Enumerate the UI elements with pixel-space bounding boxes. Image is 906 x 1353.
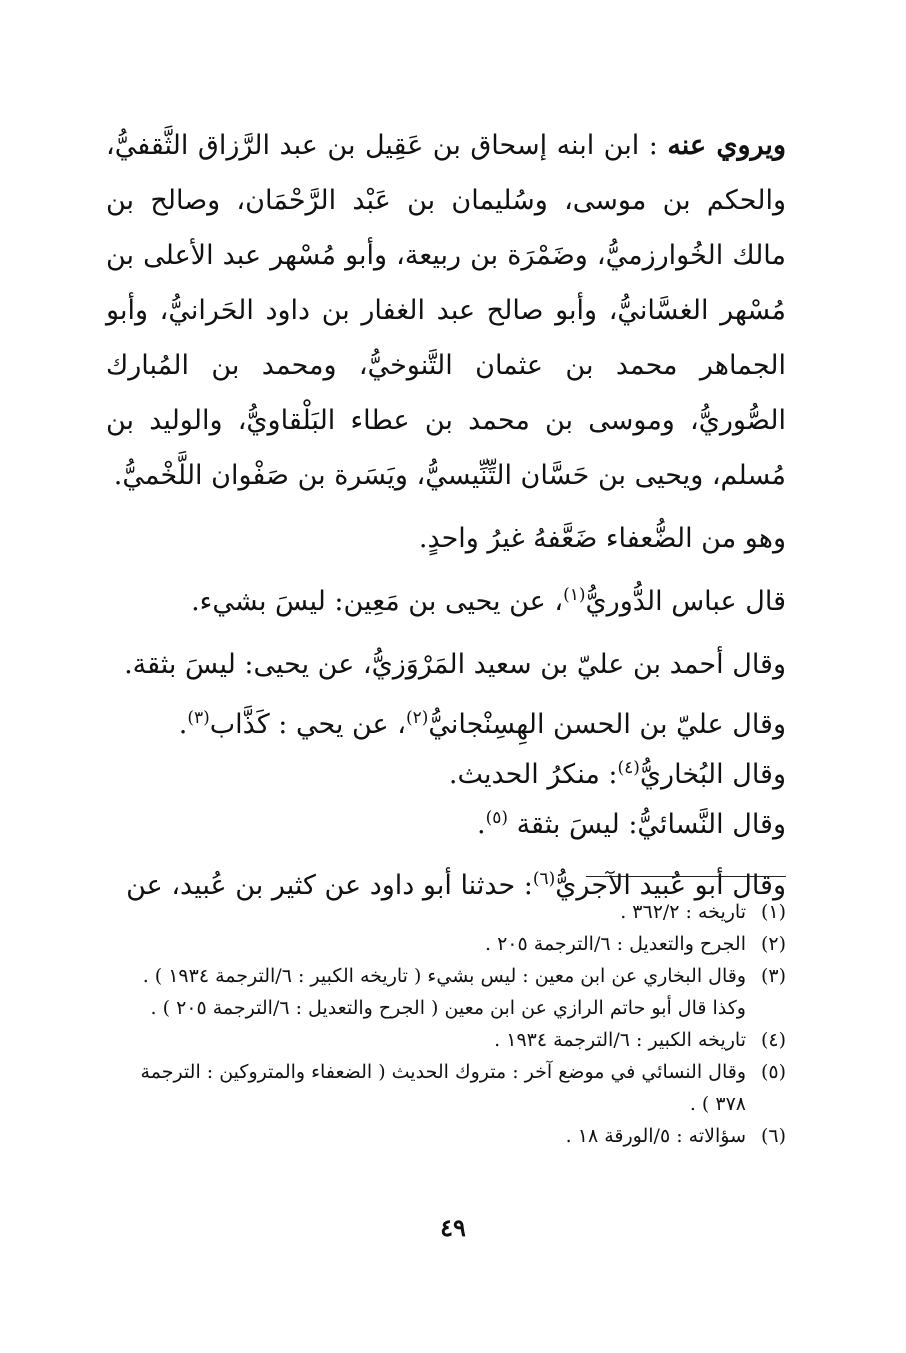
footnotes (106, 896, 786, 1152)
footnote-number: (٢) (760, 933, 786, 955)
footnote-ref-3: (٣) (187, 708, 210, 728)
footnote-number: (٦) (760, 1125, 786, 1147)
quote-hisinjani: وقال عليّ بن الحسن الهِسِنْجانيُّ$^{(٢)}$، عن يحي : كَذَّاب$^{(٣)}$. (178, 708, 786, 740)
quote-nasai: وقال النَّسائيُّ: ليسَ بثقة $^{(٥)}$. (476, 808, 786, 840)
footnote-ref-2: (٢) (405, 708, 429, 728)
footnote-item (106, 928, 786, 960)
quote-duri: قال عباس الدُّوريُّ$^{(١)}$، عن يحيى بن مَعِين: ليسَ بشيء. (191, 585, 786, 617)
weakness-statement: وهو من الضُّعفاء ضَعَّفهُ غيرُ واحدٍ. (418, 523, 786, 554)
main-text (106, 118, 786, 913)
quote-bukhari: وقال البُخاريُّ$^{(٤)}$: منكرُ الحديث. (448, 758, 786, 790)
footnote-number: (١) (760, 901, 786, 923)
footnote-text: الجرح والتعديل : ٦/الترجمة ٢٠٥ . (485, 933, 746, 955)
footnote-item (106, 1120, 786, 1152)
footnote-text: وقال النسائي في موضع آخر : متروك الحديث ( الضعفاء والمتروكين : الترجمة ٣٧٨ ) . (140, 1061, 746, 1115)
footnote-item (106, 896, 786, 928)
page-number: ٤٩ (440, 1213, 466, 1242)
narrators-paragraph (106, 118, 786, 503)
footnote-text: تاريخه : ٣٦٢/٢ . (620, 901, 746, 923)
footnote-number: (٤) (760, 1029, 786, 1051)
footnote-text: تاريخه الكبير : ٦/الترجمة ١٩٣٤ . (494, 1029, 746, 1051)
footnote-item (106, 1056, 786, 1120)
footnote-ref-4: (٤) (617, 758, 640, 778)
footnote-text: وقال البخاري عن ابن معين : ليس بشيء ( تاريخه الكبير : ٦/الترجمة ١٩٣٤ ) . (142, 965, 746, 987)
quote-ajurri: وقال أبو عُبيد الآجريُّ$^{(٦)}$: حدثنا أبو داود عن كثير بن عُبيد، عن (126, 869, 786, 901)
narrators-list: : ابن ابنه إسحاق بن عَقِيل بن عبد الرَّزاق الثَّقفيُّ، والحكم بن موسى، وسُليمان بن عَبْد الرَّحْمَان، وصالح بن مالك الخُوارزميُّ، وضَمْرَة بن ربيعة، وأبو مُسْهر عبد الأعلى بن مُسْهر الغسَّانيُّ، وأبو صالح عبد الغفار بن داود الحَرانيُّ، وأبو الجماهر محمد بن عثمان التَّنوخيُّ، ومحمد بن المُبارك الصُّوريُّ، وموسى بن محمد بن عطاء البَلْقاويُّ، والوليد بن مُسلم، ويحيى بن حَسَّان التِّنِّيسيُّ، ويَسَرة بن صَفْوان اللَّخْميُّ. (106, 130, 786, 491)
footnote-ref-6: (٦) (532, 869, 556, 889)
footnote-number: (٣) (760, 965, 786, 987)
footnote-divider (586, 876, 786, 877)
footnote-item (106, 960, 786, 992)
footnote-ref-1: (١) (563, 585, 586, 605)
footnote-number: (٥) (760, 1061, 786, 1083)
footnote-text: سؤالاته : ٥/الورقة ١٨ . (565, 1125, 746, 1147)
footnote-item (106, 1024, 786, 1056)
paragraph-lead: ويروي عنه (667, 130, 786, 161)
footnote-ref-5: (٥) (485, 808, 508, 828)
footnote-continuation: وكذا قال أبو حاتم الرازي عن ابن معين ( الجرح والتعديل : ٦/الترجمة ٢٠٥ ) . (150, 997, 746, 1019)
quote-marwazi: وقال أحمد بن عليّ بن سعيد المَرْوَزيُّ، عن يحيى: ليسَ بثقة. (124, 649, 786, 680)
